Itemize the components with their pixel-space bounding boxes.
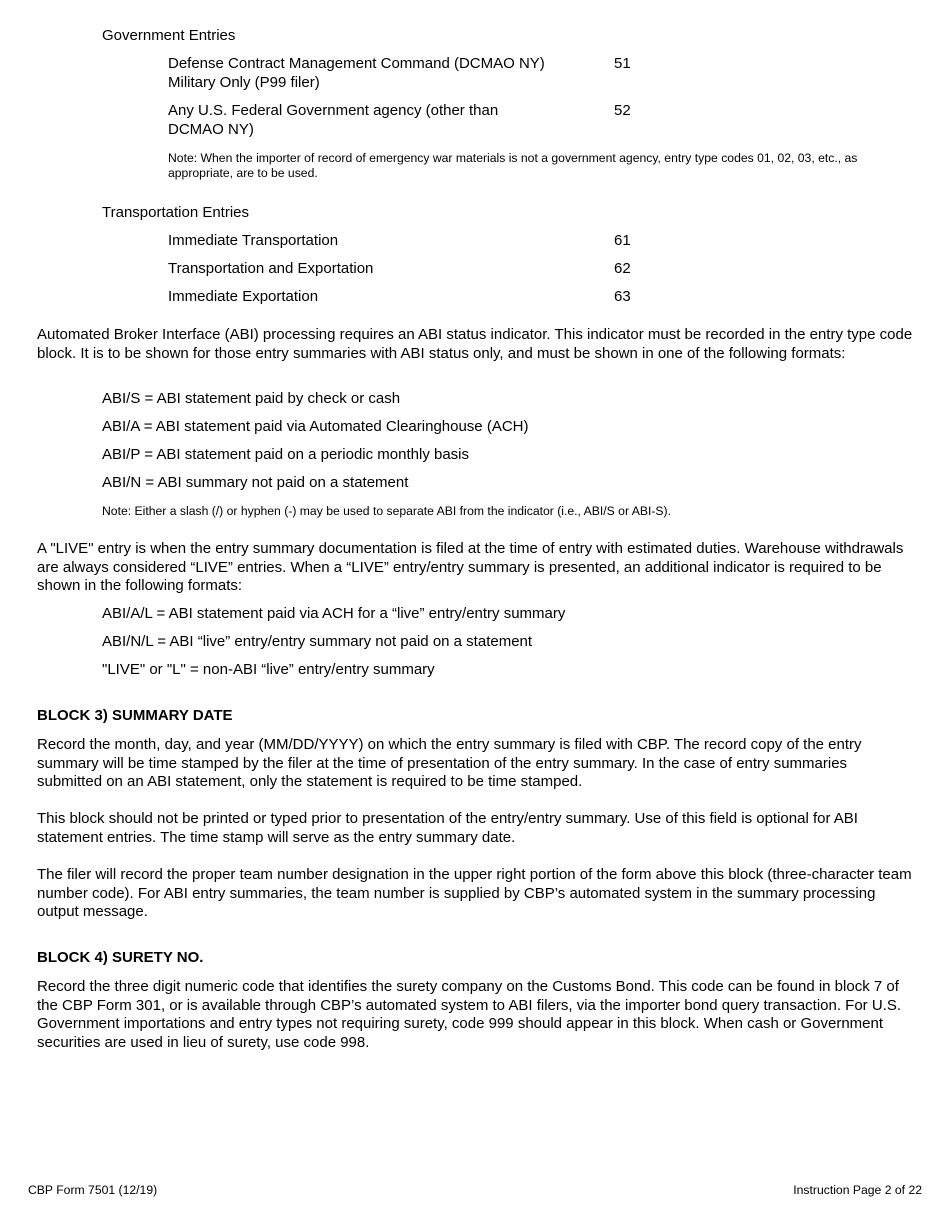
block4-heading: BLOCK 4) SURETY NO. [37, 949, 204, 966]
government-entry-code-1: 51 [614, 55, 631, 72]
abi-format-item: ABI/N = ABI summary not paid on a statement [102, 474, 409, 491]
abi-format-item: ABI/A = ABI statement paid via Automated Clearinghouse (ACH) [102, 418, 529, 435]
government-entry-desc-1: Defense Contract Management Command (DCMAO NY) Military Only (P99 filer) [168, 55, 545, 91]
block3-paragraph-3: The filer will record the proper team number designation in the upper right portion of the form above this block (three-character team number code). For ABI entry summaries, the team number is supplied by CBP’s automated system in the summary processing output message. [37, 866, 912, 920]
transportation-entry-desc-2: Transportation and Exportation [168, 260, 374, 277]
government-entry-desc-2: Any U.S. Federal Government agency (other than DCMAO NY) [168, 102, 499, 138]
live-format-item: ABI/N/L = ABI “live” entry/entry summary not paid on a statement [102, 633, 533, 650]
abi-format-item: ABI/S = ABI statement paid by check or cash [102, 390, 401, 407]
block3-paragraph-1: Record the month, day, and year (MM/DD/YYYY) on which the entry summary is filed with CBP. The record copy of the entry summary will be time stamped by the filer at the time of presentation of the entry summary. In the case of entry summaries submitted on an ABI statement, only the statement is required to be time stamped. [37, 736, 862, 790]
government-note: Note: When the importer of record of emergency war materials is not a government agency, entry type codes 01, 02, 03, etc., as appropriate, are to be used. [168, 151, 858, 180]
footer-form-number: CBP Form 7501 (12/19) [28, 1183, 158, 1197]
abi-note: Note: Either a slash (/) or hyphen (-) may be used to separate ABI from the indicator (i.e., ABI/S or ABI-S). [102, 504, 672, 518]
footer-page-number: Instruction Page 2 of 22 [793, 1183, 922, 1197]
transportation-entry-desc-1: Immediate Transportation [168, 232, 339, 249]
transportation-entry-code-3: 63 [614, 288, 631, 305]
abi-format-item: ABI/P = ABI statement paid on a periodic monthly basis [102, 446, 470, 463]
block4-paragraph: Record the three digit numeric code that identifies the surety company on the Customs Bond. This code can be found in block 7 of the CBP Form 301, or is available through CBP’s automated system to ABI filers, via the importer bond query transaction. For U.S. Government importations and entry types not requiring surety, code 999 should appear in this block. When cash or Government securities are used in lieu of surety, use code 998. [37, 978, 902, 1051]
transportation-entry-desc-3: Immediate Exportation [168, 288, 319, 305]
transportation-entries-heading: Transportation Entries [102, 204, 250, 221]
live-format-item: "LIVE" or "L" = non-ABI “live” entry/entry summary [102, 661, 435, 678]
transportation-entry-code-1: 61 [614, 232, 631, 249]
government-entries-heading: Government Entries [102, 27, 236, 44]
government-entry-code-2: 52 [614, 102, 631, 119]
live-intro-paragraph: A "LIVE" entry is when the entry summary documentation is filed at the time of entry with estimated duties. Warehouse withdrawals are always considered “LIVE” entries. When a “LIVE” entry/entry summary is presented, an additional indicator is required to be shown in the following formats: [37, 540, 904, 594]
block3-heading: BLOCK 3) SUMMARY DATE [37, 707, 233, 724]
transportation-entry-code-2: 62 [614, 260, 631, 277]
block3-paragraph-2: This block should not be printed or typed prior to presentation of the entry/entry summary. Use of this field is optional for ABI statement entries. The time stamp will serve as the entry summary date. [37, 810, 858, 846]
abi-intro-paragraph: Automated Broker Interface (ABI) processing requires an ABI status indicator. This indicator must be recorded in the entry type code block. It is to be shown for those entry summaries with ABI status only, and must be shown in one of the following formats: [37, 326, 913, 362]
live-format-item: ABI/A/L = ABI statement paid via ACH for a “live” entry/entry summary [102, 605, 566, 622]
